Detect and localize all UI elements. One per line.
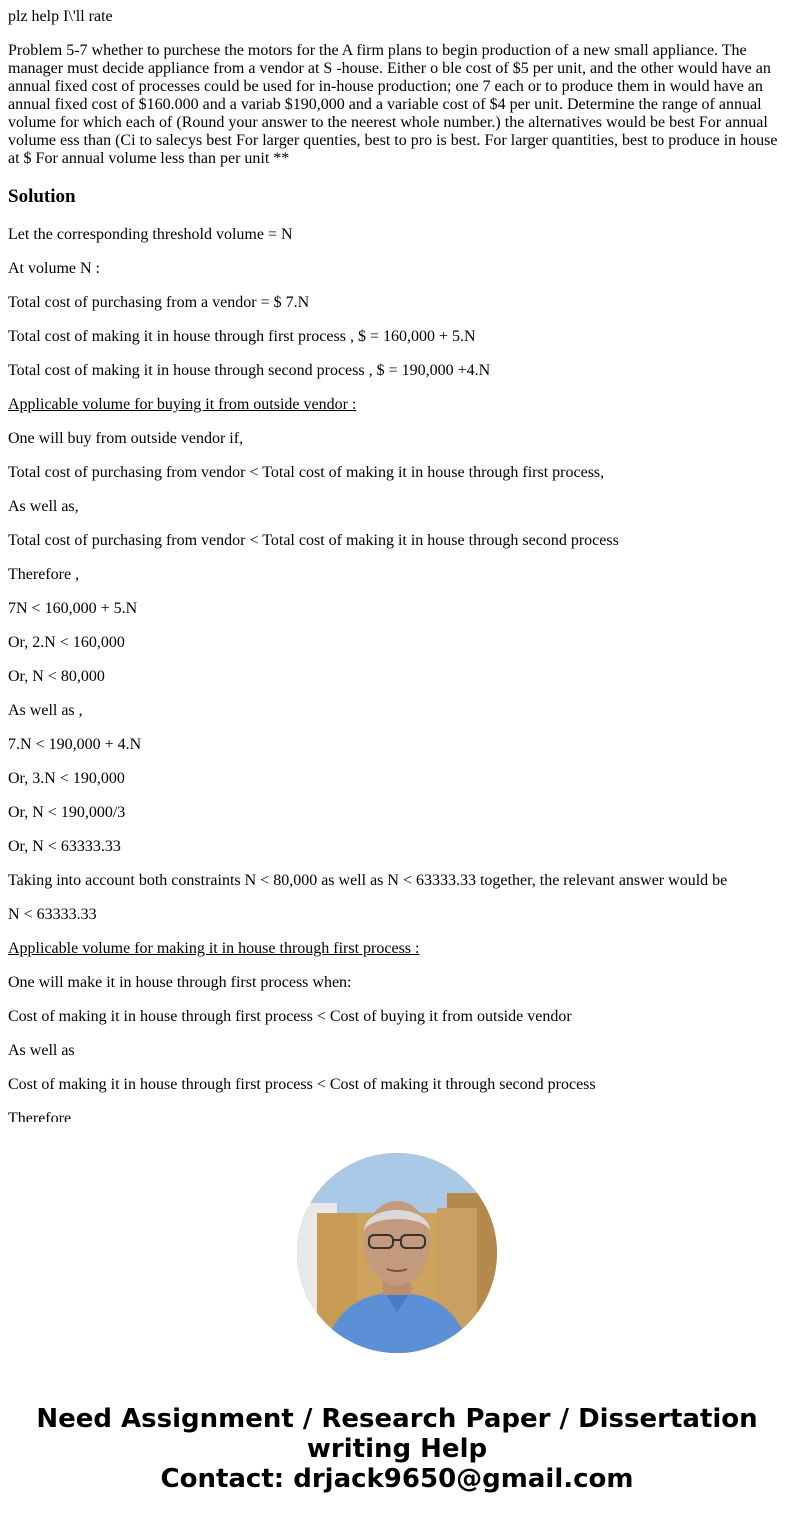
solution-line: One will buy from outside vendor if,: [8, 430, 244, 447]
section-heading-vendor: Applicable volume for buying it from outside vendor :: [8, 396, 357, 413]
solution-line: Or, N < 190,000/3: [8, 804, 126, 821]
solution-line: One will make it in house through first process when:: [8, 974, 352, 991]
solution-line: 7.N < 190,000 + 4.N: [8, 736, 142, 753]
promo-contact: Contact: drjack9650@gmail.com: [160, 1464, 634, 1494]
solution-line: Cost of making it in house through first process < Cost of making it through second process: [8, 1076, 596, 1093]
solution-line: Total cost of making it in house through second process , $ = 190,000 +4.N: [8, 362, 491, 379]
solution-line: Or, 2.N < 160,000: [8, 634, 125, 651]
section-heading-first-process: Applicable volume for making it in house through first process :: [8, 940, 420, 957]
solution-line: Or, N < 80,000: [8, 668, 105, 685]
solution-line: Therefore ,: [8, 566, 80, 583]
solution-line: Or, N < 63333.33: [8, 838, 121, 855]
avatar: [297, 1153, 497, 1353]
promo-banner: [0, 1404, 794, 1494]
portrait-image: [297, 1153, 497, 1353]
promo-line: writing Help: [306, 1434, 488, 1464]
solution-line: 7N < 160,000 + 5.N: [8, 600, 138, 617]
solution-heading: Solution: [8, 186, 76, 207]
solution-line: Taking into account both constraints N < 80,000 as well as N < 63333.33 together, the relevant answer would be: [8, 872, 728, 889]
solution-line: Cost of making it in house through first process < Cost of buying it from outside vendor: [8, 1008, 572, 1025]
question-title: plz help I\'ll rate: [8, 8, 113, 25]
solution-line: As well as: [8, 1042, 75, 1059]
promo-line: Need Assignment / Research Paper / Dissertation: [36, 1404, 758, 1434]
solution-line: Therefore: [8, 1110, 72, 1122]
question-body: Problem 5-7 whether to purchese the motors for the A firm plans to begin production of a new small appliance. The manager must decide appliance from a vendor at S -house. Either o ble cost of $5 per unit, and the other would have an annual fixed cost of processes could be used for in-house production; one 7 each or to produce them in would have an annual fixed cost of $160.000 and a variab $190,000 and a variable cost of $4 per unit. Determine the range of annual volume for which each of (Round your answer to the neerest whole number.) the alternatives would be best For annual volume ess than (Ci to salecys best For larger quenties, best to pro is best. For larger quantities, best to produce in house at $ For annual volume less than per unit **: [8, 42, 778, 167]
solution-line: As well as,: [8, 498, 79, 515]
solution-line: Total cost of making it in house through first process , $ = 160,000 + 5.N: [8, 328, 476, 345]
solution-line: Total cost of purchasing from vendor < Total cost of making it in house through second process: [8, 532, 619, 549]
solution-line: Or, 3.N < 190,000: [8, 770, 125, 787]
solution-line: As well as ,: [8, 702, 83, 719]
solution-line: Let the corresponding threshold volume = N: [8, 226, 293, 243]
solution-line: Total cost of purchasing from a vendor = $ 7.N: [8, 294, 310, 311]
document-content: [8, 0, 784, 1122]
solution-line: At volume N :: [8, 260, 100, 277]
solution-line: Total cost of purchasing from vendor < Total cost of making it in house through first process,: [8, 464, 605, 481]
solution-line: N < 63333.33: [8, 906, 97, 923]
